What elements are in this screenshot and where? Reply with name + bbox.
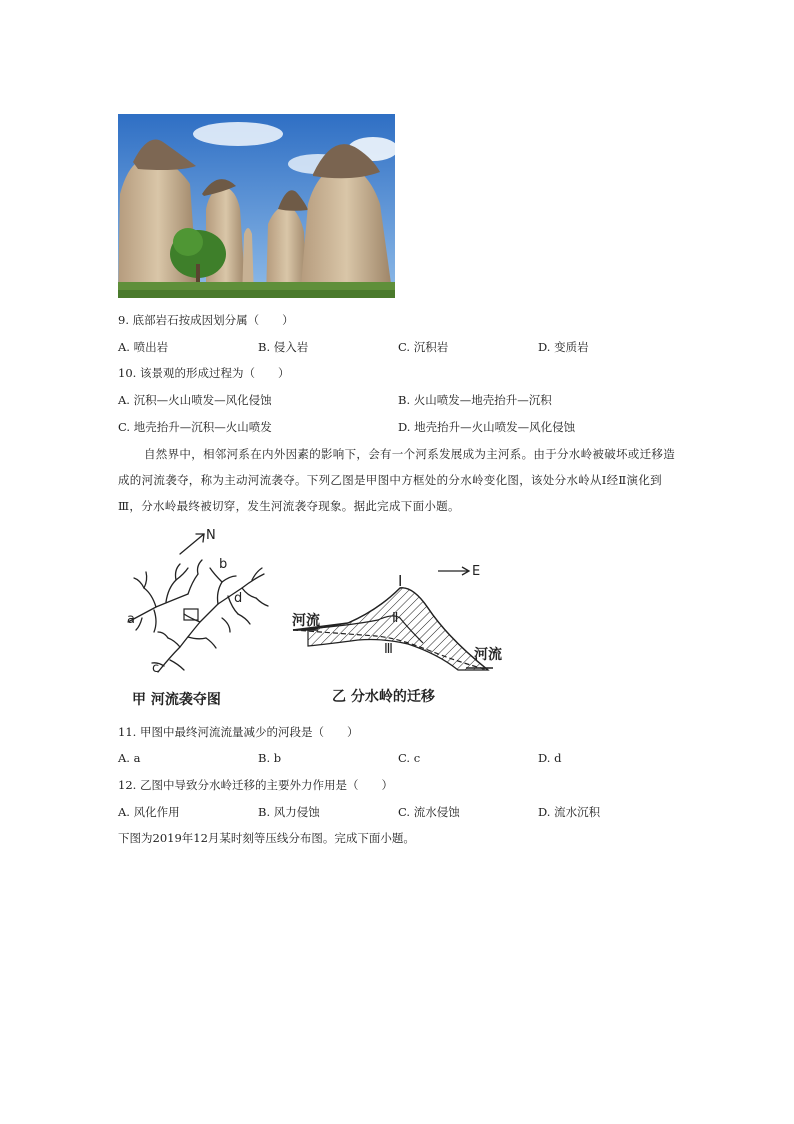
- q12-option-b: B. 风力侵蚀: [258, 805, 320, 819]
- q9-option-c: C. 沉积岩: [398, 340, 449, 354]
- river-label-a: a: [127, 612, 135, 627]
- stage-label-3: Ⅲ: [384, 642, 393, 657]
- q11-option-c: C. c: [398, 751, 421, 765]
- question-10-stem: 10. 该景观的形成过程为（ ）: [118, 366, 290, 380]
- river-label-b: b: [219, 557, 228, 572]
- north-label: N: [206, 528, 216, 543]
- rock-landscape-image: [118, 114, 395, 298]
- divide-cross-section: [288, 558, 518, 683]
- question-9-stem: 9. 底部岩石按成因划分属（ ）: [118, 313, 294, 327]
- passage-line-2: 成的河流袭夺，称为主动河流袭夺。下列乙图是甲图中方框处的分水岭变化图，该处分水岭从Ⅰ经Ⅱ演化到: [118, 473, 662, 487]
- divide-migration-diagram: [288, 558, 518, 683]
- passage-line-1: 自然界中，相邻河系在内外因素的影响下，会有一个河系发展成为主河系。由于分水岭被破坏或迁移造: [144, 447, 675, 461]
- next-intro: 下图为2019年12月某时刻等压线分布图。完成下面小题。: [118, 831, 415, 845]
- q12-option-a: A. 风化作用: [118, 805, 180, 819]
- q11-option-a: A. a: [118, 751, 141, 765]
- q11-option-b: B. b: [258, 751, 282, 765]
- q11-option-d: D. d: [538, 751, 562, 765]
- river-capture-map: [118, 522, 278, 687]
- q9-option-d: D. 变质岩: [538, 340, 589, 354]
- q10-option-a: A. 沉积—火山喷发—风化侵蚀: [118, 393, 272, 407]
- stage-label-2: Ⅱ: [392, 611, 399, 626]
- river-network-diagram: [118, 522, 278, 687]
- divide-caption: 乙 分水岭的迁移: [332, 689, 435, 705]
- q12-option-c: C. 流水侵蚀: [398, 805, 460, 819]
- river-label-d: d: [234, 591, 243, 606]
- q10-option-b: B. 火山喷发—地壳抬升—沉积: [398, 393, 552, 407]
- map-caption: 甲 河流袭夺图: [132, 692, 221, 708]
- river-left-label: 河流: [292, 613, 320, 629]
- river-right-label: 河流: [474, 647, 502, 663]
- q9-option-a: A. 喷出岩: [118, 340, 169, 354]
- q10-option-d: D. 地壳抬升—火山喷发—风化侵蚀: [398, 420, 576, 434]
- passage: [118, 441, 678, 519]
- river-label-c: c: [152, 661, 160, 676]
- east-label: E: [472, 564, 481, 579]
- question-11-stem: 11. 甲图中最终河流流量减少的河段是（ ）: [118, 725, 359, 739]
- q12-option-d: D. 流水沉积: [538, 805, 601, 819]
- q10-option-c: C. 地壳抬升—沉积—火山喷发: [118, 420, 272, 434]
- passage-line-3: Ⅲ，分水岭最终被切穿，发生河流袭夺现象。据此完成下面小题。: [118, 499, 460, 513]
- q9-option-b: B. 侵入岩: [258, 340, 309, 354]
- stage-label-1: Ⅰ: [398, 572, 403, 590]
- fairy-chimney-rock-photo: [118, 114, 395, 298]
- question-12-stem: 12. 乙图中导致分水岭迁移的主要外力作用是（ ）: [118, 778, 393, 792]
